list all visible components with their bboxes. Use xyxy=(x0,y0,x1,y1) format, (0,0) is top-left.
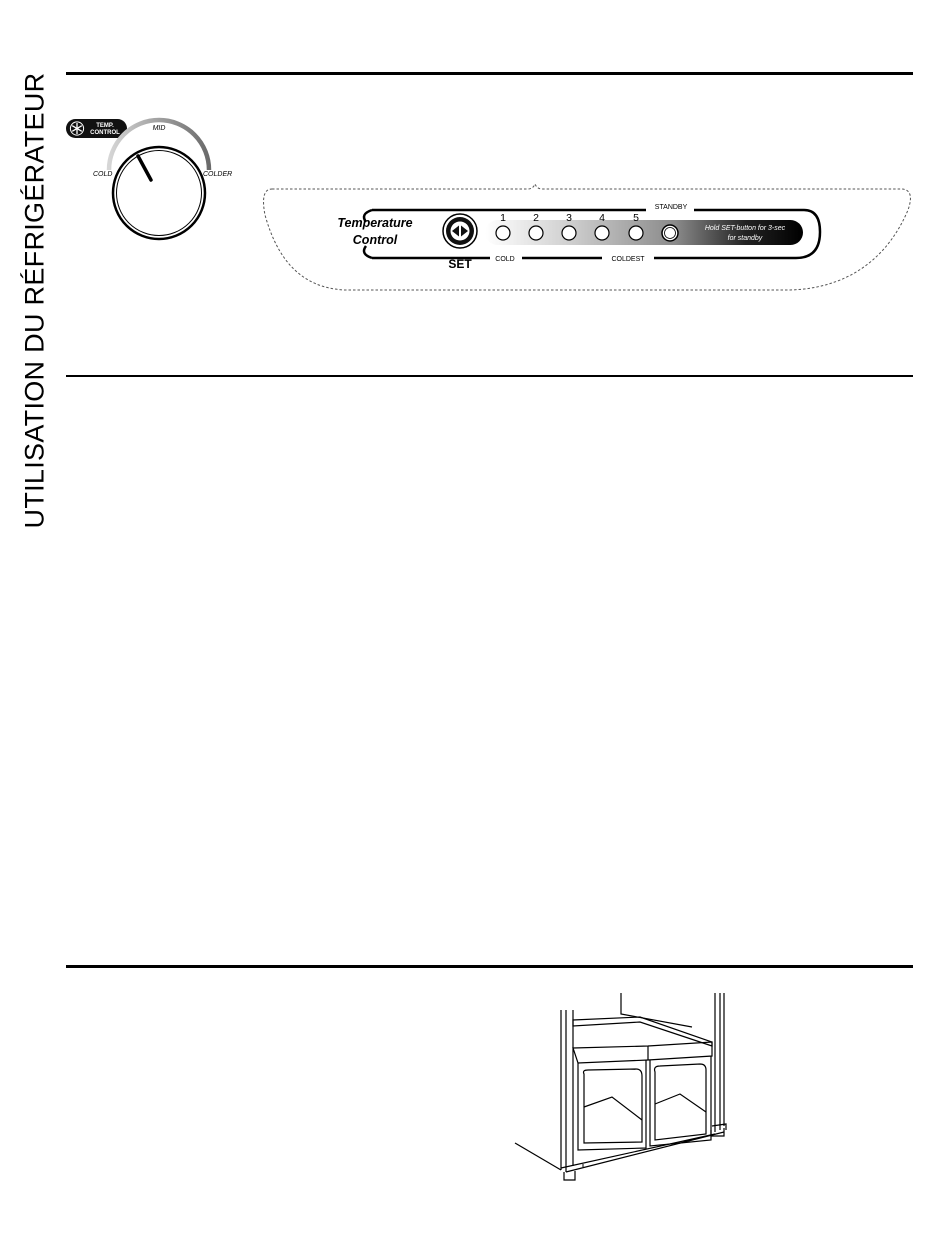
dial-mid-label: MID xyxy=(152,125,166,132)
panel-title-line2: Control xyxy=(352,233,398,247)
level-number-4: 4 xyxy=(599,212,605,224)
level-number-2: 2 xyxy=(533,212,539,224)
badge-line1: TEMP. xyxy=(96,123,114,129)
coldest-label: COLDEST xyxy=(611,256,645,263)
dial-colder-label: COLDER xyxy=(203,171,233,178)
level-number-3: 3 xyxy=(566,212,572,224)
level-number-5: 5 xyxy=(633,212,639,224)
cold-label: COLD xyxy=(495,256,515,263)
badge-line2: CONTROL xyxy=(90,130,120,136)
panel-title-line1: Temperature xyxy=(337,216,413,230)
side-title-text: UTILISATION DU RÉFRIGÉRATEUR xyxy=(19,72,50,528)
level-number-1: 1 xyxy=(500,212,506,224)
set-label: SET xyxy=(448,257,472,271)
standby-hint-line2: for standby xyxy=(727,235,763,242)
standby-label: STANDBY xyxy=(654,204,688,211)
standby-hint-line1: Hold SET-button for 3-sec xyxy=(704,225,786,232)
dial-cold-label: COLD xyxy=(93,171,113,178)
